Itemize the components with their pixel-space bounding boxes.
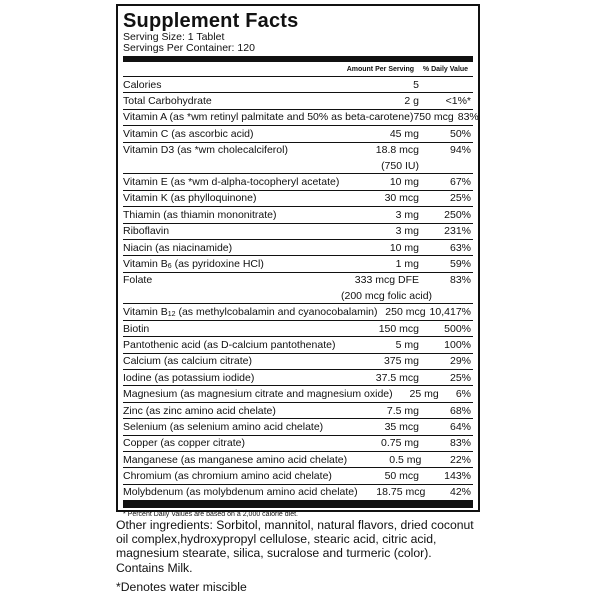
table-row bbox=[123, 77, 473, 93]
nutrient-name: Vitamin C (as ascorbic acid) bbox=[123, 127, 254, 140]
table-row bbox=[123, 436, 473, 452]
nutrient-dv: 83% bbox=[449, 274, 471, 287]
nutrient-dv: 25% bbox=[449, 371, 471, 384]
table-row bbox=[123, 126, 473, 142]
nutrient-dv: 50% bbox=[449, 127, 471, 140]
contains-statement: Contains Milk. bbox=[116, 560, 193, 575]
nutrient-dv: 250% bbox=[444, 208, 471, 221]
table-row bbox=[123, 468, 473, 484]
nutrient-amount: 10 mg bbox=[389, 241, 419, 254]
nutrient-name: Vitamin $B_6$ (as pyridoxine HCl) bbox=[123, 257, 264, 270]
nutrient-name: Copper (as copper citrate) bbox=[123, 437, 245, 450]
nutrient-amount: 3 mg bbox=[395, 208, 419, 221]
nutrient-name: Vitamin E (as *wm d-alpha-tocopheryl acetate) bbox=[123, 176, 340, 189]
nutrient-name: Calcium (as calcium citrate) bbox=[123, 355, 252, 368]
table-row bbox=[123, 403, 473, 419]
table-row bbox=[123, 110, 479, 126]
nutrient-amount: 750 mcg bbox=[413, 111, 454, 124]
nutrient-amount: 18.8 mcg bbox=[375, 144, 419, 157]
nutrient-dv: <1%* bbox=[445, 95, 471, 108]
nutrient-dv: 500% bbox=[444, 322, 471, 335]
col-dv-header: % Daily Value bbox=[422, 65, 469, 73]
nutrient-name: Chromium (as chromium amino acid chelate) bbox=[123, 470, 332, 483]
table-row bbox=[123, 419, 473, 435]
nutrient-amount: 25 mg bbox=[409, 388, 439, 401]
table-row bbox=[123, 386, 473, 402]
nutrient-amount: 5 bbox=[413, 78, 419, 91]
column-header bbox=[123, 62, 473, 77]
nutrient-amount: 333 mcg DFE bbox=[354, 274, 419, 287]
table-row bbox=[123, 158, 473, 174]
nutrient-dv: 22% bbox=[449, 453, 471, 466]
table-row bbox=[123, 288, 473, 304]
nutrient-amount: 3 mg bbox=[395, 225, 419, 238]
table-row bbox=[123, 485, 473, 504]
nutrient-amount: 0.5 mg bbox=[389, 453, 422, 466]
nutrient-dv: 10,417% bbox=[429, 306, 471, 319]
table-row bbox=[123, 337, 473, 353]
nutrient-name: Thiamin (as thiamin mononitrate) bbox=[123, 208, 277, 221]
nutrient-name: Calories bbox=[123, 78, 162, 91]
nutrient-name: Biotin bbox=[123, 322, 150, 335]
table-row bbox=[123, 143, 473, 158]
nutrient-amount: 1 mg bbox=[395, 257, 419, 270]
denotes-note: *Denotes water miscible bbox=[116, 580, 247, 594]
table-row bbox=[123, 207, 473, 223]
nutrient-name: Total Carbohydrate bbox=[123, 95, 212, 108]
table-row bbox=[123, 256, 473, 272]
nutrient-name: Vitamin A (as *wm retinyl palmitate and 50% as beta-carotene) bbox=[123, 111, 414, 124]
nutrient-dv: 94% bbox=[449, 144, 471, 157]
nutrient-dv: 83% bbox=[449, 437, 471, 450]
nutrient-dv: 64% bbox=[449, 420, 471, 433]
nutrient-name: Niacin (as niacinamide) bbox=[123, 241, 233, 254]
nutrient-amount: 45 mg bbox=[389, 127, 419, 140]
nutrient-dv: 59% bbox=[449, 257, 471, 270]
nutrient-name: Zinc (as zinc amino acid chelate) bbox=[123, 404, 276, 417]
nutrient-amount: 375 mg bbox=[383, 355, 419, 368]
table-row bbox=[123, 174, 473, 190]
nutrient-dv: 67% bbox=[449, 176, 471, 189]
table-row bbox=[123, 304, 473, 320]
nutrient-amount: 18.75 mcg bbox=[376, 486, 426, 499]
table-row bbox=[123, 273, 473, 288]
nutrient-amount: (750 IU) bbox=[381, 159, 419, 172]
supplement-facts-panel bbox=[116, 4, 480, 519]
col-amount-header: Amount Per Serving bbox=[346, 65, 414, 73]
nutrient-name: Folate bbox=[123, 274, 153, 287]
table-row bbox=[123, 93, 473, 109]
panel-title: Supplement Facts bbox=[123, 10, 299, 32]
nutrient-name: Selenium (as selenium amino acid chelate) bbox=[123, 420, 324, 433]
nutrient-dv: 143% bbox=[444, 470, 471, 483]
nutrient-amount: 7.5 mg bbox=[386, 404, 419, 417]
nutrient-amount: 50 mcg bbox=[384, 470, 419, 483]
nutrient-dv: 25% bbox=[449, 192, 471, 205]
nutrient-dv: 6% bbox=[455, 388, 471, 401]
nutrient-amount: 30 mcg bbox=[384, 192, 419, 205]
footnote: * Percent Daily Values are based on a 2,000 calorie diet. bbox=[123, 504, 473, 521]
nutrient-dv: 68% bbox=[449, 404, 471, 417]
serving-size: Serving Size: 1 Tablet bbox=[123, 31, 225, 43]
table-row bbox=[123, 370, 473, 386]
nutrient-amount: 0.75 mg bbox=[381, 437, 419, 450]
nutrient-amount: 5 mg bbox=[395, 338, 419, 351]
nutrient-amount: 2 g bbox=[404, 95, 419, 108]
nutrient-name: Riboflavin bbox=[123, 225, 170, 238]
nutrient-dv: 100% bbox=[444, 338, 471, 351]
nutrient-name: Vitamin K (as phylloquinone) bbox=[123, 192, 257, 205]
nutrient-amount: 150 mcg bbox=[378, 322, 419, 335]
nutrient-name: Vitamin D3 (as *wm cholecalciferol) bbox=[123, 144, 288, 157]
nutrient-name: Manganese (as manganese amino acid chelate) bbox=[123, 453, 348, 466]
other-ingredients: Other ingredients: Sorbitol, mannitol, natural flavors, dried coconut oil complex,hydroxypropyl cellulose, stearic acid, citric acid, magnesium stearate, silica, sucralose and turmeric (color). bbox=[116, 518, 474, 561]
nutrient-amount: (200 mcg folic acid) bbox=[341, 289, 433, 302]
servings-per-container: Servings Per Container: 120 bbox=[123, 42, 255, 54]
nutrient-name: Vitamin $B_{12}$ (as methylcobalamin and cyanocobalamin) bbox=[123, 306, 378, 319]
table-row bbox=[123, 191, 473, 207]
nutrient-dv: 231% bbox=[444, 225, 471, 238]
nutrient-dv: 42% bbox=[449, 486, 471, 499]
table-row bbox=[123, 354, 473, 370]
table-row bbox=[123, 452, 473, 468]
nutrient-amount: 37.5 mcg bbox=[375, 371, 419, 384]
nutrient-dv: 63% bbox=[449, 241, 471, 254]
other-ingredients-block bbox=[116, 518, 488, 575]
nutrient-name: Iodine (as potassium iodide) bbox=[123, 371, 255, 384]
nutrient-amount: 250 mcg bbox=[385, 306, 426, 319]
nutrient-amount: 10 mg bbox=[389, 176, 419, 189]
nutrient-name: Pantothenic acid (as D-calcium pantothenate) bbox=[123, 338, 336, 351]
table-row bbox=[123, 240, 473, 256]
nutrient-dv: 29% bbox=[449, 355, 471, 368]
nutrient-name: Magnesium (as magnesium citrate and magnesium oxide) bbox=[123, 388, 393, 401]
nutrient-table bbox=[123, 77, 479, 504]
nutrient-name: Molybdenum (as molybdenum amino acid chelate) bbox=[123, 486, 358, 499]
nutrient-dv: 83% bbox=[457, 111, 479, 124]
table-row bbox=[123, 321, 473, 337]
table-row bbox=[123, 224, 473, 240]
nutrient-amount: 35 mcg bbox=[384, 420, 419, 433]
